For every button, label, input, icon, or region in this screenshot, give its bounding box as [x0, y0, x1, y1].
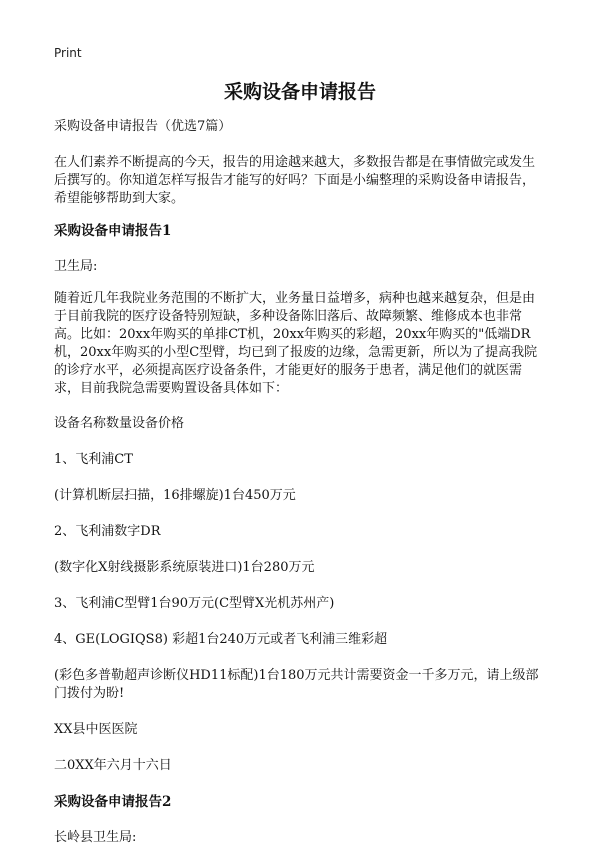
- report2-heading: 采购设备申请报告2: [54, 794, 172, 810]
- subtitle: 采购设备申请报告（优选7篇）: [54, 119, 232, 134]
- equipment-item: (计算机断层扫描，16排螺旋)1台450万元: [54, 488, 296, 503]
- report2-addressee: 长岭县卫生局:: [54, 830, 137, 845]
- report1-addressee: 卫生局:: [54, 259, 98, 274]
- equipment-item: (彩色多普勒超声诊断仪HD11标配)1台180万元共计需要资金一千多万元，请上级部门拨付为盼!: [54, 668, 539, 701]
- report1-body: 随着近几年我院业务范围的不断扩大，业务量日益增多，病种也越来越复杂，但是由于目前我院的医疗设备特别短缺，多种设备陈旧落后、故障频繁、维修成本也非常高。比如：20xx年购买的单排CT机，20xx年购买的彩超，20xx年购买的"低端DR机，20xx年购买的小型C型臂，均已到了报废的边缘，急需更新，所以为了提高我院的诊疗水平，必须提高医疗设备条件，才能更好的服务于患者，满足他们的就医需求，目前我院急需要购置设备具体如下：: [54, 291, 538, 396]
- report1-date: 二0XX年六月十六日: [54, 758, 172, 773]
- intro-paragraph: 在人们素养不断提高的今天，报告的用途越来越大，多数报告都是在事情做完或发生后撰写的。你知道怎样写报告才能写的好吗？下面是小编整理的采购设备申请报告，希望能够帮助到大家。: [54, 155, 536, 206]
- report1-signature: XX县中医医院: [54, 722, 138, 737]
- equipment-item: (数字化X射线摄影系统原装进口)1台280万元: [54, 560, 315, 575]
- document-body: [54, 118, 546, 861]
- equipment-item: 1、飞利浦CT: [54, 452, 133, 467]
- document-title: 采购设备申请报告: [223, 81, 376, 103]
- print-label[interactable]: Print: [54, 46, 82, 60]
- equipment-item: 3、飞利浦C型臂1台90万元(C型臂X光机苏州产): [54, 596, 335, 611]
- equipment-item: 4、GE(LOGIQS8) 彩超1台240万元或者飞利浦三维彩超: [54, 632, 388, 647]
- equipment-list-header: 设备名称数量设备价格: [54, 416, 185, 431]
- report1-heading: 采购设备申请报告1: [54, 223, 172, 239]
- equipment-item: 2、飞利浦数字DR: [54, 524, 161, 539]
